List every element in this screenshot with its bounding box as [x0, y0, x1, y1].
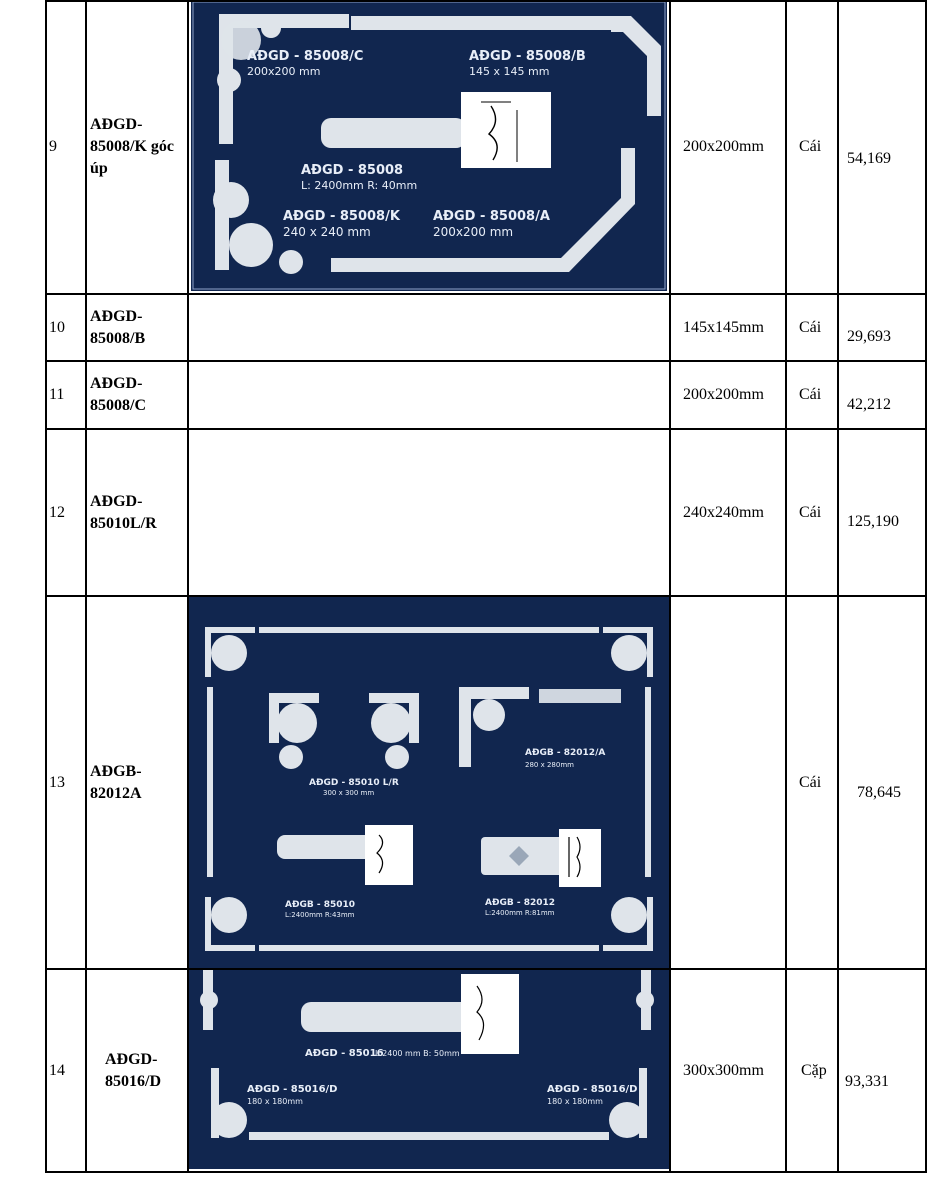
row-number: 10 [49, 318, 65, 336]
product-image-cell [189, 970, 669, 1171]
image-label-sub: 240 x 240 mm [283, 225, 371, 239]
product-unit: Cái [799, 386, 822, 403]
image-label-sub: 145 x 145 mm [469, 65, 550, 78]
product-code: AĐGB-82012A [90, 762, 142, 802]
image-label-title: AĐGD - 85016/D [547, 1084, 638, 1095]
product-unit: Cái [799, 503, 822, 521]
image-label-title: AĐGD - 85016/D [247, 1084, 338, 1095]
row-number: 9 [49, 137, 57, 155]
product-image-cell [189, 0, 669, 293]
image-label-sub: 180 x 180mm [547, 1097, 603, 1106]
product-code: AĐGD-85008/C [90, 375, 146, 414]
image-label-sub: 280 x 280mm [525, 761, 574, 769]
price-table [45, 0, 927, 1173]
row-number: 12 [49, 503, 65, 521]
product-unit: Cặp [801, 1061, 827, 1079]
image-label-sub: 200x200 mm [247, 65, 321, 78]
product-price: 125,190 [847, 512, 899, 530]
product-image-cell [189, 597, 669, 968]
image-label-title: AĐGD - 85008/K [283, 209, 400, 224]
table-row [45, 0, 927, 295]
table-row [45, 430, 927, 597]
product-price: 42,212 [847, 396, 891, 413]
product-code: AĐGD-85008/K góc úp [90, 115, 174, 177]
product-unit: Cái [799, 773, 822, 791]
product-code: AĐGD-85016/D [105, 1050, 161, 1090]
image-label-title: AĐGB - 82012 [485, 898, 556, 908]
image-label-sub: L: 2400mm R: 40mm [301, 179, 418, 192]
image-label-title: AĐGD - 85008/B [469, 49, 586, 64]
image-label-sub: 200x200 mm [433, 225, 514, 239]
product-unit: Cái [799, 318, 822, 336]
product-size: 240x240mm [683, 503, 764, 521]
image-label-sub: 180 x 180mm [247, 1097, 303, 1106]
product-size: 200x200mm [683, 137, 764, 155]
image-label-title: AĐGD - 85008/C [247, 49, 364, 64]
image-label-title: AĐGB - 85010 [285, 900, 356, 910]
product-size: 145x145mm [683, 318, 764, 336]
row-number: 13 [49, 773, 65, 791]
product-price: 78,645 [857, 783, 901, 801]
product-price: 29,693 [847, 328, 891, 345]
image-label-title: AĐGD - 85008 [301, 163, 404, 178]
table-row [45, 295, 927, 362]
image-label-title: AĐGD - 85008/A [433, 209, 550, 224]
image-label-title: AĐGD - 85010 L/R [309, 778, 399, 788]
image-label-sub: 300 x 300 mm [323, 789, 375, 797]
product-price: 54,169 [847, 149, 891, 167]
product-unit: Cái [799, 137, 822, 155]
image-label-title: AĐGB - 82012/A [525, 748, 606, 758]
image-label-title: AĐGD - 85016 [305, 1048, 384, 1059]
table-row [45, 597, 927, 970]
product-size: 200x200mm [683, 386, 764, 403]
row-number: 14 [49, 1061, 65, 1079]
image-label-sub: L:2400mm R:81mm [485, 909, 555, 917]
table-row [45, 362, 927, 430]
product-code: AĐGD-85010L/R [90, 492, 157, 532]
product-size [671, 597, 785, 968]
row-number: 11 [49, 386, 65, 403]
product-price: 93,331 [845, 1072, 889, 1090]
product-image [189, 970, 669, 1169]
product-size: 300x300mm [683, 1061, 764, 1079]
product-image [191, 0, 667, 291]
product-code: AĐGD-85008/B [90, 307, 146, 347]
image-label-sub: L:2400mm R:43mm [285, 911, 355, 919]
table-row [45, 970, 927, 1173]
product-image [189, 597, 669, 968]
image-label-sub: L:2400 mm B: 50mm [375, 1049, 460, 1058]
